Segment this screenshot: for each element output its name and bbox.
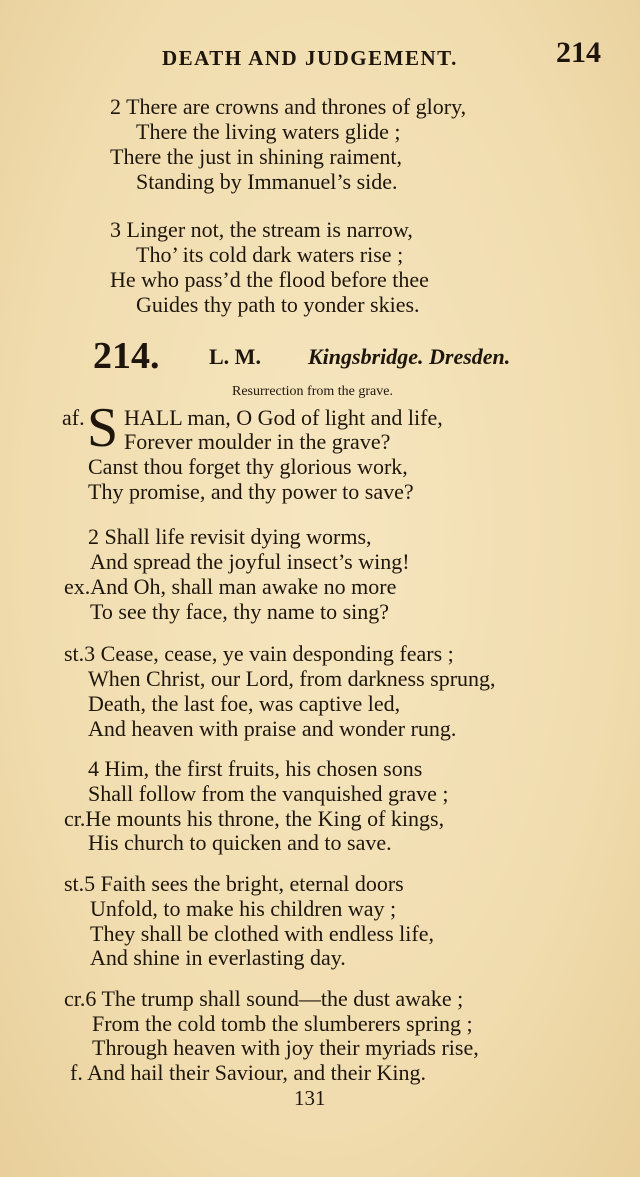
- verse-line: His church to quicken and to save.: [88, 830, 392, 855]
- verse-line: cr.He mounts his throne, the King of kings,: [64, 806, 445, 831]
- verse-line: And heaven with praise and wonder rung.: [88, 716, 457, 741]
- verse-line: To see thy face, thy name to sing?: [90, 599, 390, 624]
- verse-line: st.3 Cease, cease, ye vain desponding fears ;: [64, 641, 454, 666]
- verse-line: Forever moulder in the grave?: [124, 429, 391, 454]
- drop-capital: S: [87, 397, 119, 459]
- verse-line: 4 Him, the first fruits, his chosen sons: [88, 756, 423, 781]
- verse-line: Thy promise, and thy power to save?: [88, 479, 414, 504]
- verse-line: Guides thy path to yonder skies.: [136, 292, 420, 317]
- verse-line: st.5 Faith sees the bright, eternal doors: [64, 871, 404, 896]
- verse-line: From the cold tomb the slumberers spring ;: [92, 1011, 473, 1036]
- signature-number: 131: [294, 1086, 326, 1110]
- verse-line: Standing by Immanuel’s side.: [136, 169, 398, 194]
- verse-line: Unfold, to make his children way ;: [90, 896, 397, 921]
- hymn-tunes: Kingsbridge. Dresden.: [308, 344, 511, 369]
- verse-line: 3 Linger not, the stream is narrow,: [110, 217, 413, 242]
- verse-line: Tho’ its cold dark waters rise ;: [136, 242, 404, 267]
- verse-line: And shine in everlasting day.: [90, 945, 346, 970]
- verse-line: They shall be clothed with endless life,: [90, 921, 434, 946]
- verse-line: cr.6 The trump shall sound—the dust awake ;: [64, 986, 464, 1011]
- running-title: DEATH AND JUDGEMENT.: [162, 46, 458, 70]
- hymn-meter: L. M.: [209, 344, 261, 369]
- verse-line: 2 Shall life revisit dying worms,: [88, 524, 372, 549]
- verse-line: Canst thou forget thy glorious work,: [88, 454, 408, 479]
- hymn-number: 214.: [93, 335, 160, 377]
- verse-line: Through heaven with joy their myriads rise,: [92, 1035, 479, 1060]
- verse-line: Shall follow from the vanquished grave ;: [88, 781, 449, 806]
- hymn-heading: [0, 336, 640, 382]
- verse-line: And spread the joyful insect’s wing!: [90, 549, 410, 574]
- verse-line: He who pass’d the flood before thee: [110, 267, 429, 292]
- dynamic-marking: af.: [62, 405, 85, 430]
- verse-line: When Christ, our Lord, from darkness sprung,: [88, 666, 496, 691]
- verse-line: ex.And Oh, shall man awake no more: [64, 574, 397, 599]
- verse-line: Death, the last foe, was captive led,: [88, 691, 401, 716]
- page-number: 214: [556, 36, 601, 69]
- page-header: [0, 36, 640, 76]
- hymn-subtitle: Resurrection from the grave.: [232, 384, 393, 399]
- verse-line: There the living waters glide ;: [136, 119, 401, 144]
- verse-line: 2 There are crowns and thrones of glory,: [110, 94, 467, 119]
- verse-line: There the just in shining raiment,: [110, 144, 403, 169]
- verse-line: f. And hail their Saviour, and their King.: [70, 1060, 426, 1085]
- verse-line: HALL man, O God of light and life,: [124, 405, 443, 430]
